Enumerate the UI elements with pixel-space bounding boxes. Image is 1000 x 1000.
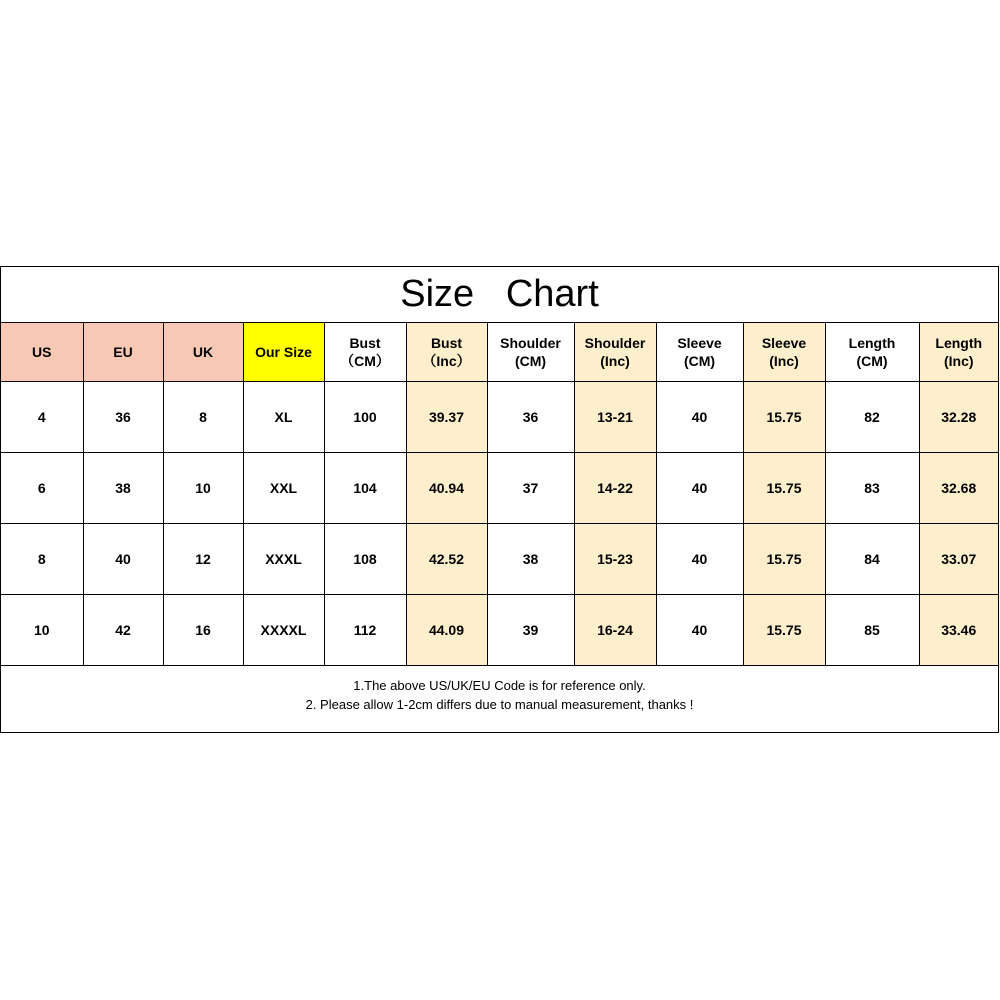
cell-uk: 12 <box>163 524 243 595</box>
header-our-size: Our Size <box>243 323 324 382</box>
cell-our-size: XL <box>243 382 324 453</box>
header-sleeve-inc: Sleeve (Inc) <box>743 323 825 382</box>
cell-length-cm: 85 <box>825 595 919 666</box>
header-shoulder-cm: Shoulder (CM) <box>487 323 574 382</box>
cell-length-inc: 32.28 <box>919 382 998 453</box>
cell-uk: 8 <box>163 382 243 453</box>
cell-shoulder-inc: 16-24 <box>574 595 656 666</box>
cell-eu: 36 <box>83 382 163 453</box>
cell-eu: 38 <box>83 453 163 524</box>
cell-our-size: XXXL <box>243 524 324 595</box>
cell-sleeve-cm: 40 <box>656 595 743 666</box>
cell-sleeve-inc: 15.75 <box>743 595 825 666</box>
cell-shoulder-cm: 36 <box>487 382 574 453</box>
cell-length-inc: 32.68 <box>919 453 998 524</box>
header-length-inc: Length (Inc) <box>919 323 998 382</box>
cell-shoulder-cm: 39 <box>487 595 574 666</box>
cell-bust-cm: 112 <box>324 595 406 666</box>
header-us: US <box>1 323 83 382</box>
cell-length-inc: 33.46 <box>919 595 998 666</box>
notes <box>1 666 998 724</box>
cell-bust-cm: 104 <box>324 453 406 524</box>
cell-our-size: XXXXL <box>243 595 324 666</box>
cell-us: 10 <box>1 595 83 666</box>
cell-sleeve-inc: 15.75 <box>743 524 825 595</box>
cell-length-cm: 84 <box>825 524 919 595</box>
cell-shoulder-inc: 14-22 <box>574 453 656 524</box>
header-bust-cm: Bust （CM） <box>324 323 406 382</box>
cell-sleeve-cm: 40 <box>656 524 743 595</box>
cell-uk: 16 <box>163 595 243 666</box>
size-table <box>1 323 998 666</box>
cell-bust-cm: 108 <box>324 524 406 595</box>
header-sleeve-cm: Sleeve (CM) <box>656 323 743 382</box>
cell-sleeve-cm: 40 <box>656 382 743 453</box>
header-length-cm: Length (CM) <box>825 323 919 382</box>
cell-sleeve-cm: 40 <box>656 453 743 524</box>
cell-shoulder-inc: 13-21 <box>574 382 656 453</box>
cell-us: 6 <box>1 453 83 524</box>
cell-sleeve-inc: 15.75 <box>743 453 825 524</box>
header-uk: UK <box>163 323 243 382</box>
chart-title: Size Chart <box>1 267 998 323</box>
size-chart <box>0 266 999 733</box>
cell-eu: 42 <box>83 595 163 666</box>
cell-length-cm: 82 <box>825 382 919 453</box>
table-row <box>1 595 998 666</box>
cell-length-inc: 33.07 <box>919 524 998 595</box>
cell-length-cm: 83 <box>825 453 919 524</box>
cell-eu: 40 <box>83 524 163 595</box>
header-bust-inc: Bust （Inc） <box>406 323 487 382</box>
header-eu: EU <box>83 323 163 382</box>
cell-bust-inc: 40.94 <box>406 453 487 524</box>
table-row <box>1 524 998 595</box>
header-row <box>1 323 998 382</box>
cell-bust-inc: 44.09 <box>406 595 487 666</box>
table-row <box>1 382 998 453</box>
cell-shoulder-inc: 15-23 <box>574 524 656 595</box>
cell-shoulder-cm: 38 <box>487 524 574 595</box>
table-row <box>1 453 998 524</box>
cell-us: 8 <box>1 524 83 595</box>
cell-us: 4 <box>1 382 83 453</box>
note-line: 1.The above US/UK/EU Code is for reference only. <box>353 678 646 693</box>
cell-uk: 10 <box>163 453 243 524</box>
cell-shoulder-cm: 37 <box>487 453 574 524</box>
cell-bust-inc: 42.52 <box>406 524 487 595</box>
cell-sleeve-inc: 15.75 <box>743 382 825 453</box>
note-line: 2. Please allow 1-2cm differs due to manual measurement, thanks ! <box>305 697 694 712</box>
cell-our-size: XXL <box>243 453 324 524</box>
cell-bust-cm: 100 <box>324 382 406 453</box>
cell-bust-inc: 39.37 <box>406 382 487 453</box>
header-shoulder-inc: Shoulder (Inc) <box>574 323 656 382</box>
